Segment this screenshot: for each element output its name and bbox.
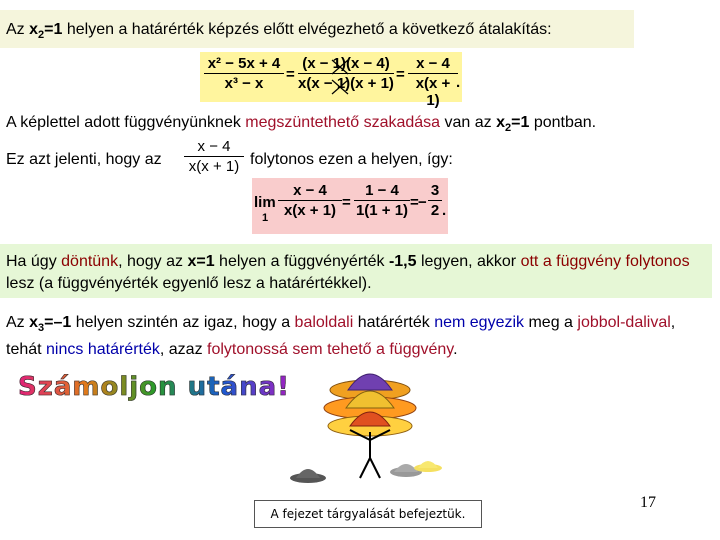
continuity-text-b: folytonos ezen a helyen, így: bbox=[250, 151, 453, 168]
substituted-fraction: $\frac{1 - 4}{1(1 + 1)}$ bbox=[355, 182, 409, 219]
lim-operator: lim bbox=[254, 194, 276, 211]
continuity-text-a: Ez azt jelenti, hogy az bbox=[6, 151, 162, 168]
closing-note: A fejezet tárgyalását befejeztük. bbox=[254, 500, 482, 528]
decision-text: Ha úgy döntünk, hogy az x=1 helyen a függvényérték -1,5 legyen, akkor ott a függvény folytonos lesz (a függvényérték egyenlő lesz a határértékkel). bbox=[6, 253, 690, 292]
cancel-marks bbox=[330, 56, 350, 96]
minus-sign: − bbox=[418, 194, 427, 211]
equals-sign: = bbox=[286, 66, 295, 83]
limit-formula bbox=[252, 178, 448, 234]
wordart-title: Számoljon utána! bbox=[18, 372, 291, 402]
hats-illustration bbox=[286, 360, 456, 490]
discontinuity-text: A képlettel adott függvényünknek megszüntethető szakadása van az $x_2=1$ pontban. bbox=[6, 114, 597, 135]
equals-sign: = bbox=[410, 194, 419, 211]
x3-text: Az $x_3=-1$ helyen szintén az igaz, hogy a baloldali határérték nem egyezik meg a jobbol-dalival, tehát nincs határérték, azaz folytonossá sem tehető a függvény. bbox=[6, 314, 676, 359]
intro-text: Az $x_2=1$ helyen a határérték képzés előtt elvégezhető a következő átalakítás: bbox=[6, 21, 552, 42]
period: . bbox=[456, 74, 461, 91]
page-number: 17 bbox=[640, 494, 656, 511]
period: . bbox=[442, 202, 447, 219]
equals-sign: = bbox=[396, 66, 405, 83]
fraction-simplified: $\frac{x - 4}{x(x + 1)}$ bbox=[408, 55, 458, 109]
inline-fraction: $\frac{x - 4}{x(x + 1)}$ bbox=[184, 138, 244, 175]
equals-sign: = bbox=[342, 194, 351, 211]
factorization-formula bbox=[200, 52, 462, 109]
fraction-factored: $\frac{(x - 1)(x - 4)}{x(x - 1)(x + 1)}$ bbox=[298, 55, 394, 92]
limit-fraction: $\frac{x - 4}{x(x + 1)}$ bbox=[278, 182, 342, 219]
lim-subscript: 1 bbox=[262, 212, 269, 224]
fraction-original: $\frac{\text{x² − 5x + 4}}{\text{x³ − x}}$ bbox=[204, 55, 284, 92]
result-fraction: $\frac{3}{2}$ bbox=[428, 182, 442, 219]
